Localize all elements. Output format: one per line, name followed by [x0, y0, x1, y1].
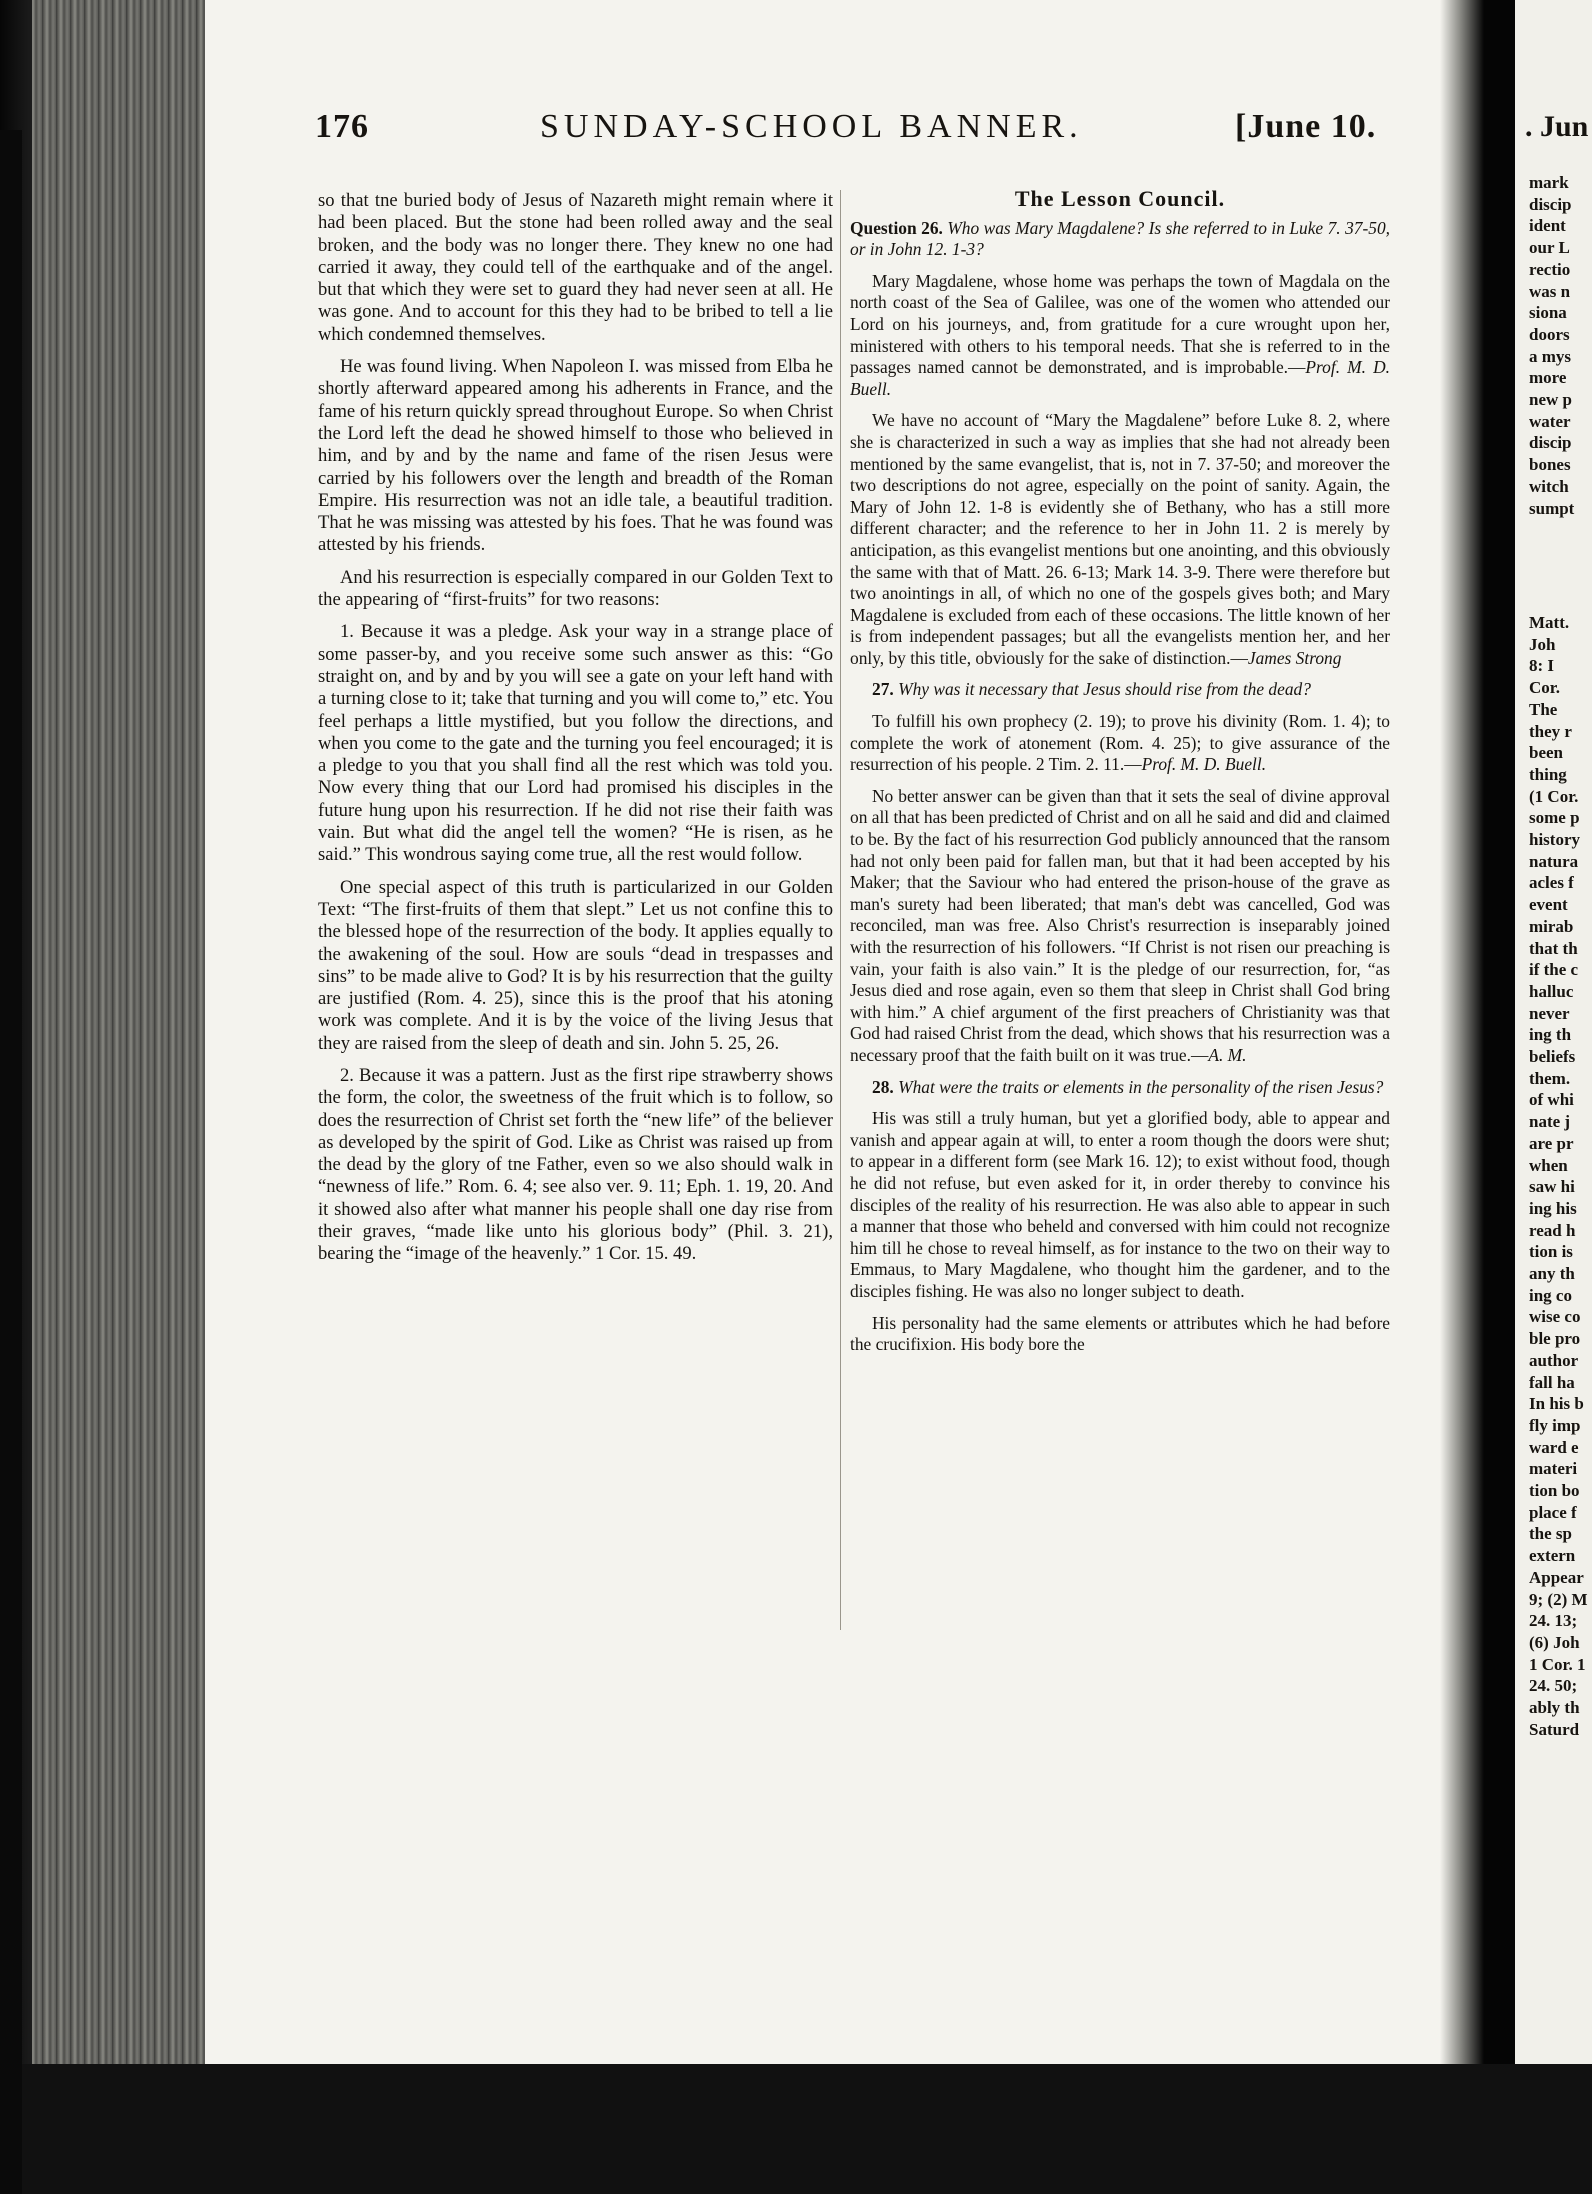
answer-signature: Prof. M. D. Buell. — [1141, 754, 1267, 775]
facing-page-text-fragment: discip — [1529, 194, 1572, 214]
facing-page-text-fragment: ble pro — [1529, 1329, 1581, 1349]
facing-page-text-fragment: discip — [1529, 433, 1572, 453]
facing-page-text-fragment: ward e — [1529, 1437, 1579, 1457]
facing-page-text-fragment: Saturd — [1529, 1719, 1580, 1739]
answer-text: Mary Magdalene, whose home was perhaps the town of Magdala on the north coast of the Sea of Galilee, was one of the women who attended our Lord on his journeys, and, from gratitude for a cure wrought upon her, ministered with others to his temporal needs. That she is referred to in the passages named cannot be demonstrated, and is improbable.— — [850, 270, 1390, 378]
facing-page-text-fragment: The — [1529, 699, 1558, 719]
question-text: Who was Mary Magdalene? Is she referred to in Luke 7. 37-50, or in John 12. 1-3? — [850, 217, 1390, 260]
facing-page — [1515, 0, 1592, 2064]
facing-page-text-fragment: extern — [1529, 1546, 1576, 1566]
facing-page-text-fragment: if the c — [1529, 960, 1579, 980]
facing-page-text-fragment: (1 Cor. — [1529, 786, 1579, 806]
facing-page-text-fragment: wise co — [1529, 1307, 1581, 1327]
answer-paragraph — [850, 786, 1390, 1067]
facing-page-text-fragment: acles f — [1529, 873, 1574, 893]
facing-page-text-fragment: fly imp — [1529, 1415, 1581, 1435]
answer-paragraph: His personality had the same elements or attributes which he had before the crucifixion. His body bore the — [850, 1312, 1390, 1355]
facing-page-text-fragment: Joh — [1529, 634, 1556, 654]
question-label: Question 26. — [850, 217, 943, 238]
facing-page-text-fragment: some p — [1529, 808, 1580, 828]
facing-page-text-fragment: when — [1529, 1155, 1568, 1175]
facing-page-text-fragment: author — [1529, 1350, 1579, 1370]
facing-page-text-fragment: mirab — [1529, 916, 1574, 936]
facing-page-text-fragment: thing — [1529, 764, 1567, 784]
facing-page-text-fragment: new p — [1529, 390, 1572, 409]
facing-page-text-fragment: never — [1529, 1003, 1570, 1023]
answer-text: To fulfill his own prophecy (2. 19); to prove his divinity (Rom. 1. 4); to complete the work of atonement (Rom. 4. 25); to give assurance of the resurrection of his people. 2 Tim. 2. 11.— — [850, 711, 1390, 775]
facing-page-text-fragment: ably th — [1529, 1698, 1580, 1717]
paragraph: 2. Because it was a pattern. Just as the first ripe strawberry shows the form, the color, the sweetness of the fruit which is to follow, so does the resurrection of Christ set forth the “new life” of the believer as developed by the spirit of God. Like as Christ was raised up from the dead by the glory of tne Father, even so we also should walk in “newness of life.” Rom. 6. 4; see also ver. 9. 11; Eph. 1. 19, 20. And it showed also after what manner his people shall one day rise from their graves, “made like unto his glorious body” (Phil. 3. 21), bearing the “image of the heavenly.” 1 Cor. 15. 49. — [318, 1064, 833, 1265]
facing-page-header: . Jun — [1525, 110, 1589, 143]
facing-page-text-fragment: that th — [1529, 938, 1578, 958]
facing-page-text-fragment: mark — [1529, 173, 1569, 192]
facing-page-text-fragment: fall ha — [1529, 1372, 1575, 1392]
answer-signature: James Strong — [1247, 647, 1342, 668]
question-text: Why was it necessary that Jesus should rise from the dead? — [898, 679, 1311, 700]
facing-page-text-fragment: history — [1529, 830, 1580, 849]
facing-page-text-fragment: halluc — [1529, 981, 1574, 1001]
answer-paragraph — [850, 410, 1390, 669]
facing-page-text-fragment: any th — [1529, 1264, 1575, 1283]
facing-page-text-fragment: ing his — [1529, 1198, 1577, 1218]
book-gutter — [1440, 0, 1520, 2064]
facing-page-text-fragment: been — [1529, 743, 1563, 763]
paragraph: 1. Because it was a pledge. Ask your way in a strange place of some passer-by, and you receive some such answer as this: “Go straight on, and by and by you will see a gate on your left hand with a turning close to it; take that turning and you will come to,” etc. You feel perhaps a little mystified, but you follow the directions, and when you come to the gate and the turning you feel encouraged; it is a pledge to you that you shall find all the rest which was told you. Now every thing that our Lord had promised his disciples in the future hung upon his resurrection. If he did not rise their faith was vain. But what did the angel tell the women? “He is risen, as he said.” This wondrous saying come true, all the rest would follow. — [318, 621, 833, 866]
facing-page-text-fragment: witch — [1529, 476, 1569, 496]
facing-page-text-fragment: 24. 13; — [1529, 1611, 1578, 1631]
answer-text: No better answer can be given than that it sets the seal of divine approval on all that has been predicted of Christ and on all he said and did and claimed to be. By the fact of his resurrection God publicly announced that the ransom had not only been paid for fallen man, but that it had been accepted by his Maker; that the Saviour who had entered the prison-house of the grave as man's surety had been liberated; that man's debt was cancelled, God was reconciled, man was free. Also Christ's resurrection is inseparably joined with the resurrection of his followers. “If Christ is not risen our preaching is vain, your faith is also vain.” It is the pledge of our resurrection, for, “as Jesus died and rose again, even so them that sleep in Christ shall God bring with him.” A chief argument of the first preachers of Christianity was that God had raised Christ from the dead, which shows that his resurrection was a necessary proof that the faith built on it was true.— — [850, 785, 1390, 1065]
facing-page-text-fragment: natura — [1529, 851, 1579, 871]
question-text: What were the traits or elements in the personality of the risen Jesus? — [898, 1076, 1384, 1097]
answer-paragraph: His was still a truly human, but yet a glorified body, able to appear and vanish and appear again at will, to enter a room though the doors were shut; to appear in a different form (see Mark 16. 12); to exist without food, though he did not refuse, but even asked for it, in order thereby to convince his disciples of the reality of his resurrection. He was also able to appear in such a manner that those who beheld and conversed with him could not recognize him till he chose to reveal himself, as for instance to the two on their way to Emmaus, to Mary Magdalene, who thought him the gardener, and to the disciples fishing. He was also no longer subject to death. — [850, 1108, 1390, 1301]
answer-paragraph — [850, 711, 1390, 776]
facing-page-text-fragment: 8: I — [1529, 656, 1555, 676]
answer-signature: A. M. — [1208, 1044, 1247, 1065]
facing-page-text-fragment: tion bo — [1529, 1481, 1580, 1500]
paragraph: He was found living. When Napoleon I. was missed from Elba he shortly afterward appeared among his adherents in France, and the fame of his return quickly spread throughout Europe. So when Christ the Lord left the dead he showed himself to those who believed in him, and by and by the name and fame of the risen Jesus were carried by his followers over the length and breadth of the Roman Empire. His resurrection was not an idle tale, a beautiful tradition. That he was missing was attested by his foes. That he was found was attested by his friends. — [318, 356, 833, 556]
facing-page-text-fragment: of whi — [1529, 1090, 1574, 1110]
facing-page-text-fragment: a mys — [1529, 346, 1572, 366]
facing-page-text-fragment: 24. 50; — [1529, 1676, 1578, 1696]
left-column — [318, 190, 833, 1276]
facing-page-text-fragment: nate j — [1529, 1112, 1571, 1132]
facing-page-text-fragment: the sp — [1529, 1524, 1572, 1544]
scan-border-notch — [0, 130, 22, 2194]
paragraph: so that tne buried body of Jesus of Nazareth might remain where it had been placed. But the stone had been rolled away and the seal broken, and the body was no longer there. They knew no one had carried it away, they could tell of the earthquake and of the angel. but that which they were set to guard they had never seen at all. He was gone. And to account for this they had to be bribed to tell a lie which condemned themselves. — [318, 190, 833, 345]
facing-page-text-fragment: 9; (2) M — [1529, 1589, 1588, 1609]
issue-date: [June 10. — [1235, 108, 1377, 145]
facing-page-text-fragment: tion is — [1529, 1242, 1573, 1262]
facing-page-text-fragment: rectio — [1529, 259, 1571, 279]
facing-page-text-fragment: place f — [1529, 1502, 1577, 1522]
paragraph: And his resurrection is especially compared in our Golden Text to the appearing of “first-fruits” for two reasons: — [318, 566, 833, 611]
facing-page-text-fragment: Cor. — [1529, 678, 1561, 698]
question-27 — [850, 679, 1390, 701]
facing-page-text-fragment: beliefs — [1529, 1047, 1576, 1066]
question-label: 28. — [872, 1076, 894, 1097]
facing-page-text-fragment: materi — [1529, 1459, 1578, 1479]
facing-page-text-fragment: more — [1529, 368, 1567, 388]
facing-page-text-fragment: they r — [1529, 721, 1572, 741]
facing-page-text-fragment: sumpt — [1529, 498, 1575, 518]
facing-page-text-fragment: Appear — [1529, 1567, 1584, 1587]
facing-page-text-fragment: bones — [1529, 455, 1571, 475]
section-title: The Lesson Council. — [1014, 186, 1226, 211]
facing-page-text-fragment: ing th — [1529, 1025, 1572, 1045]
facing-page-text-fragment: saw hi — [1529, 1177, 1575, 1197]
facing-page-text-fragment: read h — [1529, 1220, 1576, 1240]
page-number: 176 — [315, 108, 369, 145]
answer-text: We have no account of “Mary the Magdalene” before Luke 8. 2, where she is characterized in such a way as implies that she had not already been mentioned by the same evangelist, that is, not in 7. 37-50; and moreover the two descriptions do not agree, especially on the point of sanity. Again, the Mary of John 12. 1-8 is evidently she of Bethany, who has a still more different character; and the reference to her in John 11. 2 is merely by anticipation, as this evangelist mentions but one anointing, and this obviously the same with that of Matt. 26. 6-13; Mark 14. 3-9. There were therefore but two anointings in all, of which no one of the gospels gives both; and Mary Magdalene is excluded from each of these occasions. The little known of her is from independent passages; but all the evangelists mention her, and her only, by this title, obviously for the sake of distinction.— — [850, 410, 1391, 668]
facing-page-text-fragment: Matt. — [1529, 613, 1570, 632]
paragraph: One special aspect of this truth is particularized in our Golden Text: “The first-fruits of them that slept.” Let us not confine this to the blessed hope of the resurrection of the body. It applies equally to the awakening of the soul. How are souls “dead in trespasses and sins” to be made alive to God? It is by his resurrection that the guilty are justified (Rom. 4. 25), since this is the proof that his atoning work was complete. And it is by the voice of the living Jesus that they are raised from the sleep of death and sin. John 5. 25, 26. — [318, 876, 833, 1054]
facing-page-text-fragment: water — [1529, 411, 1571, 431]
facing-page-text-fragment: event — [1529, 895, 1568, 915]
facing-page-text-fragment: 1 Cor. 1 — [1529, 1654, 1586, 1674]
question-label: 27. — [872, 679, 894, 700]
right-column — [850, 186, 1391, 1366]
facing-page-text-fragment: was n — [1529, 281, 1571, 301]
facing-page-text-fragment: our L — [1529, 238, 1570, 258]
facing-page-text-fragment: In his b — [1529, 1394, 1584, 1414]
question-28 — [850, 1077, 1390, 1099]
facing-page-text-fragment: (6) Joh — [1529, 1632, 1580, 1652]
answer-paragraph — [850, 271, 1390, 401]
column-rule — [840, 190, 841, 1630]
facing-page-text-fragment: doors — [1529, 324, 1570, 344]
answer-signature: Prof. M. D. Buell. — [850, 357, 1390, 399]
facing-page-text-fragment: are pr — [1529, 1133, 1574, 1153]
facing-page-text-fragment: ing co — [1529, 1285, 1572, 1305]
facing-page-text-fragment: them. — [1529, 1068, 1571, 1088]
facing-page-text-fragment: siona — [1529, 303, 1567, 323]
running-title: SUNDAY-SCHOOL BANNER. — [540, 108, 1083, 145]
facing-page-text-fragment: ident — [1529, 216, 1566, 236]
question-26 — [850, 218, 1390, 261]
